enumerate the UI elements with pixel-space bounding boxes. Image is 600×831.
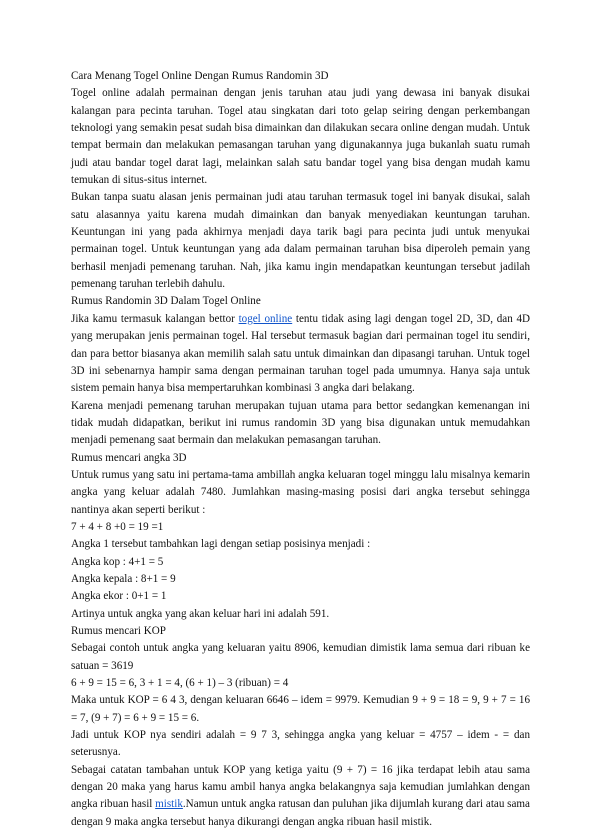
kop-paragraph-4 bbox=[71, 762, 530, 831]
calc-kepala-line: Angka kepala : 8+1 = 9 bbox=[71, 572, 176, 585]
kop-paragraph-2: Maka untuk KOP = 6 4 3, dengan keluaran 6646 – idem = 9979. Kemudian 9 + 9 = 18 = 9, 9 + 7 = 16 = 7, (9 + 7) = 6 + 9 = 15 = 6. bbox=[71, 694, 530, 724]
heading-rumus-randomin-3d: Rumus Randomin 3D Dalam Togel Online bbox=[71, 295, 261, 308]
rumus-paragraph-1-after: tentu tidak asing lagi dengan togel 2D, 3D, dan 4D yang merupakan jenis permainan togel. Hal tersebut termasuk bagian dari permainan togel itu sendiri, dan para bettor biasanya akan memilih salah satu untuk dimainkan dan dipasangi taruhan. Untuk togel 3D ini sebenarnya hampir sama dengan permainan taruhan togel pada umumnya. Hanya saja untuk sistem pemain hanya bisa mempertaruhkan kombinasi 3 angka dari belakang. bbox=[71, 312, 531, 395]
kop-paragraph-4-before: Sebagai catatan tambahan untuk KOP yang ketiga yaitu (9 + 7) = 16 jika terdapat lebih atau sama dengan 20 maka yang harus kamu ambil hanya angka belakangnya saja kemudian jumlahkan dengan angka ribuan hasil bbox=[71, 763, 530, 811]
document-title: Cara Menang Togel Online Dengan Rumus Randomin 3D bbox=[71, 70, 329, 82]
heading-mencari-angka-3d: Rumus mencari angka 3D bbox=[71, 451, 187, 464]
kop-paragraph-3: Jadi untuk KOP nya sendiri adalah = 9 7 3, sehingga angka yang keluar = 4757 – idem - = dan seterusnya. bbox=[71, 729, 530, 759]
rumus-paragraph-1 bbox=[71, 311, 530, 398]
intro-paragraph-1: Togel online adalah permainan dengan jenis taruhan atau judi yang dewasa ini banyak disukai kalangan para pecinta taruhan. Togel atau singkatan dari toto gelap seiring dengan perkembangan teknologi yang semakin pesat sudah bisa dimainkan dan dilakukan secara online dengan mudah. Untuk tempat bermain dan melakukan pemasangan taruhan yang digunakannya juga bukanlah suatu rumah judi atau bandar togel darat lagi, melainkan salah satu bandar togel yang bisa dengan mudah kamu temukan di situs-situs internet. bbox=[71, 87, 530, 187]
calc-result-line: Artinya untuk angka yang akan keluar hari ini adalah 591. bbox=[71, 607, 330, 620]
togel-online-link[interactable]: togel online bbox=[238, 312, 293, 325]
document-page bbox=[71, 68, 530, 831]
calc-intro-line: Angka 1 tersebut tambahkan lagi dengan setiap posisinya menjadi : bbox=[71, 538, 371, 551]
calc-sum-line: 7 + 4 + 8 +0 = 19 =1 bbox=[71, 520, 164, 533]
mistik-link[interactable]: mistik bbox=[155, 798, 183, 811]
calc-ekor-line: Angka ekor : 0+1 = 1 bbox=[71, 590, 167, 603]
kop-paragraph-4-after: .Namun untuk angka ratusan dan puluhan jika dijumlah kurang dari atau sama dengan 9 maka angka tersebut hanya dikurangi dengan angka ribuan hasil mistik. bbox=[71, 798, 530, 828]
kop-paragraph-1: Sebagai contoh untuk angka yang keluaran yaitu 8906, kemudian dimistik lama semua dari ribuan ke satuan = 3619 bbox=[71, 642, 530, 672]
mencari-3d-paragraph: Untuk rumus yang satu ini pertama-tama ambillah angka keluaran togel minggu lalu misalnya kemarin angka yang keluar adalah 7480. Jumlahkan masing-masing posisi dari angka tersebut sehingga nantinya akan seperti berikut : bbox=[71, 468, 530, 516]
rumus-paragraph-1-before: Jika kamu termasuk kalangan bettor bbox=[71, 312, 239, 325]
kop-calc-line-1: 6 + 9 = 15 = 6, 3 + 1 = 4, (6 + 1) – 3 (ribuan) = 4 bbox=[71, 677, 289, 690]
calc-kop-line: Angka kop : 4+1 = 5 bbox=[71, 555, 164, 568]
heading-mencari-kop: Rumus mencari KOP bbox=[71, 625, 166, 637]
rumus-paragraph-2: Karena menjadi pemenang taruhan merupakan tujuan utama para bettor sedangkan kemenangan ini tidak mudah didapatkan, berikut ini rumus randomin 3D yang bisa digunakan untuk memudahkan menjadi pemenang saat bermain dan melakukan pemasangan taruhan. bbox=[71, 399, 530, 447]
intro-paragraph-2: Bukan tanpa suatu alasan jenis permainan judi atau taruhan termasuk togel ini banyak disukai, salah satu alasannya yaitu karena mudah dimainkan dan banyak menyediakan keuntungan taruhan. Keuntungan ini yang pada akhirnya menjadi daya tarik bagi para pecinta judi untuk menyukai permainan togel. Untuk keuntungan yang ada dalam permainan taruhan bisa diperoleh pemain yang berhasil menjadi pemenang taruhan. Nah, jika kamu ingin mendapatkan keuntungan tersebut jadilah pemenang taruhan terlebih dahulu. bbox=[71, 191, 530, 291]
